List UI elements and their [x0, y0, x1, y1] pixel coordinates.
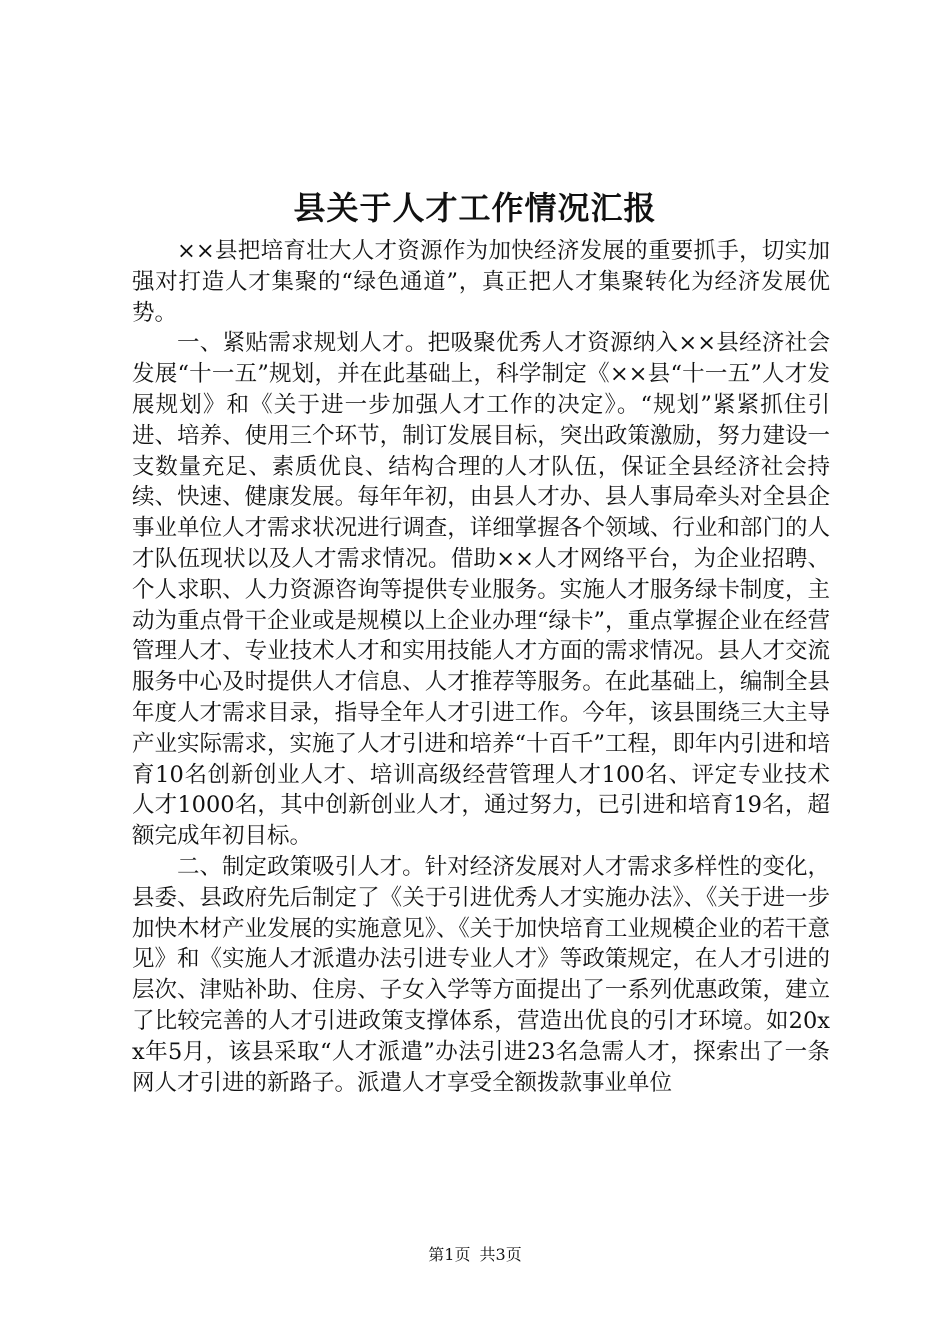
page-footer [0, 1245, 950, 1265]
page-number: 第1页 [428, 1245, 471, 1264]
paragraph-section-1: 一、紧贴需求规划人才。把吸聚优秀人才资源纳入××县经济社会发展“十一五”规划，并在此基础上，科学制定《××县“十一五”人才发展规划》和《关于进一步加强人才工作的决定》。“规划”紧紧抓住引进、培养、使用三个环节，制订发展目标，突出政策激励，努力建设一支数量充足、素质优良、结构合理的人才队伍，保证全县经济社会持续、快速、健康发展。每年年初，由县人才办、县人事局牵头对全县企事业单位人才需求状况进行调查，详细掌握各个领域、行业和部门的人才队伍现状以及人才需求情况。借助××人才网络平台，为企业招聘、个人求职、人力资源咨询等提供专业服务。实施人才服务绿卡制度，主动为重点骨干企业或是规模以上企业办理“绿卡”，重点掌握企业在经营管理人才、专业技术人才和实用技能人才方面的需求情况。县人才交流服务中心及时提供人才信息、人才推荐等服务。在此基础上，编制全县年度人才需求目录，指导全年人才引进工作。今年，该县围绕三大主导产业实际需求，实施了人才引进和培养“十百千”工程，即年内引进和培育10名创新创业人才、培训高级经营管理人才100名、评定专业技术人才1000名，其中创新创业人才，通过努力，已引进和培育19名，超额完成年初目标。 [132, 330, 831, 850]
document-body [132, 236, 830, 1098]
page-total: 共3页 [479, 1245, 522, 1264]
document-title: 县关于人才工作情况汇报 [293, 189, 657, 227]
paragraph-intro: ××县把培育壮大人才资源作为加快经济发展的重要抓手，切实加强对打造人才集聚的“绿色通道”，真正把人才集聚转化为经济发展优势。 [132, 238, 830, 326]
paragraph-section-2: 二、制定政策吸引人才。针对经济发展对人才需求多样性的变化，县委、县政府先后制定了《关于引进优秀人才实施办法》、《关于进一步加快木材产业发展的实施意见》、《关于加快培育工业规模企业的若干意见》和《实施人才派遣办法引进专业人才》等政策规定，在人才引进的层次、津贴补助、住房、子女入学等方面提出了一系列优惠政策，建立了比较完善的人才引进政策支撑体系，营造出优良的引才环境。如20xx年5月，该县采取“人才派遣”办法引进23名急需人才，探索出了一条网人才引进的新路子。派遣人才享受全额拨款事业单位 [132, 853, 830, 1096]
